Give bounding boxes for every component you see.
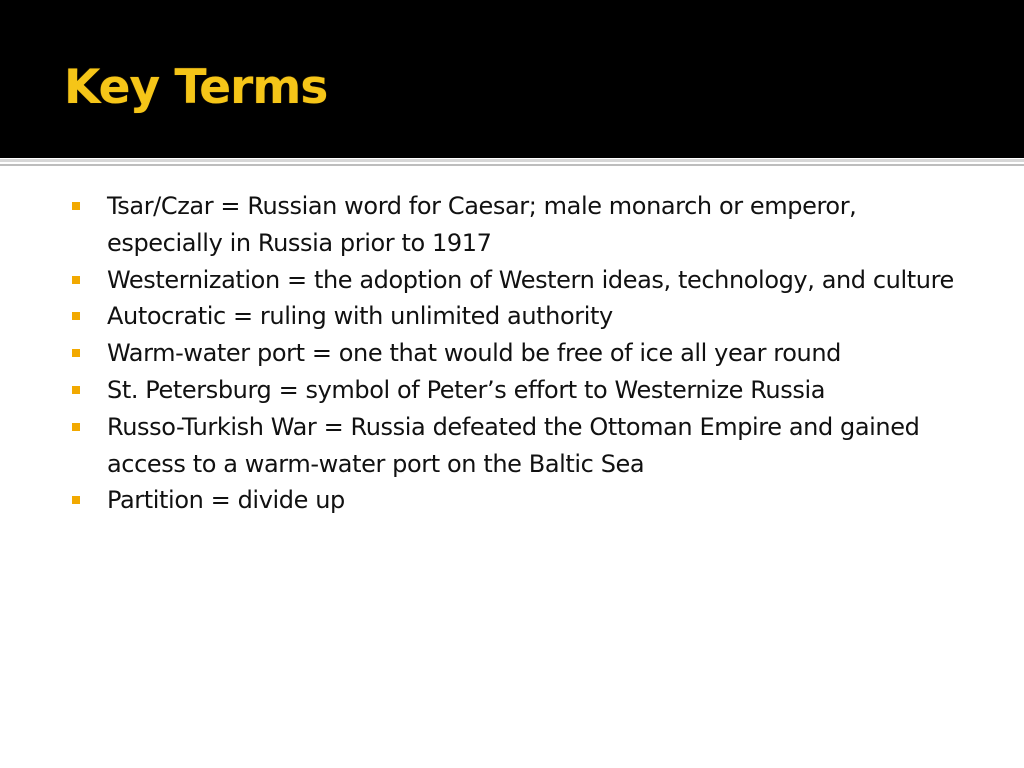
term-text: Partition = divide up <box>107 486 345 515</box>
square-bullet-icon <box>72 312 80 320</box>
square-bullet-icon <box>72 276 80 284</box>
term-text: Westernization = the adoption of Western ideas, technology, and culture <box>107 265 954 294</box>
list-item <box>68 372 968 409</box>
title-band <box>0 0 1024 158</box>
term-text: Autocratic = ruling with unlimited authority <box>107 302 613 331</box>
square-bullet-icon <box>72 349 80 357</box>
key-terms-list <box>68 188 968 519</box>
list-item <box>68 409 968 483</box>
title-divider <box>0 159 1024 162</box>
list-item <box>68 188 968 262</box>
term-text: St. Petersburg = symbol of Peter’s effort to Westernize Russia <box>107 375 826 404</box>
term-text: Russo-Turkish War = Russia defeated the Ottoman Empire and gained access to a warm-water port on the Baltic Sea <box>107 412 920 478</box>
square-bullet-icon <box>72 386 80 394</box>
title-divider-secondary <box>0 164 1024 166</box>
square-bullet-icon <box>72 202 80 210</box>
list-item <box>68 298 968 335</box>
list-item <box>68 335 968 372</box>
list-item <box>68 262 968 299</box>
square-bullet-icon <box>72 496 80 504</box>
slide-title: Key Terms <box>64 60 328 115</box>
square-bullet-icon <box>72 423 80 431</box>
term-text: Warm-water port = one that would be free of ice all year round <box>107 339 841 368</box>
term-text: Tsar/Czar = Russian word for Caesar; male monarch or emperor, especially in Russia prior to 1917 <box>107 192 857 257</box>
list-item <box>68 482 968 519</box>
